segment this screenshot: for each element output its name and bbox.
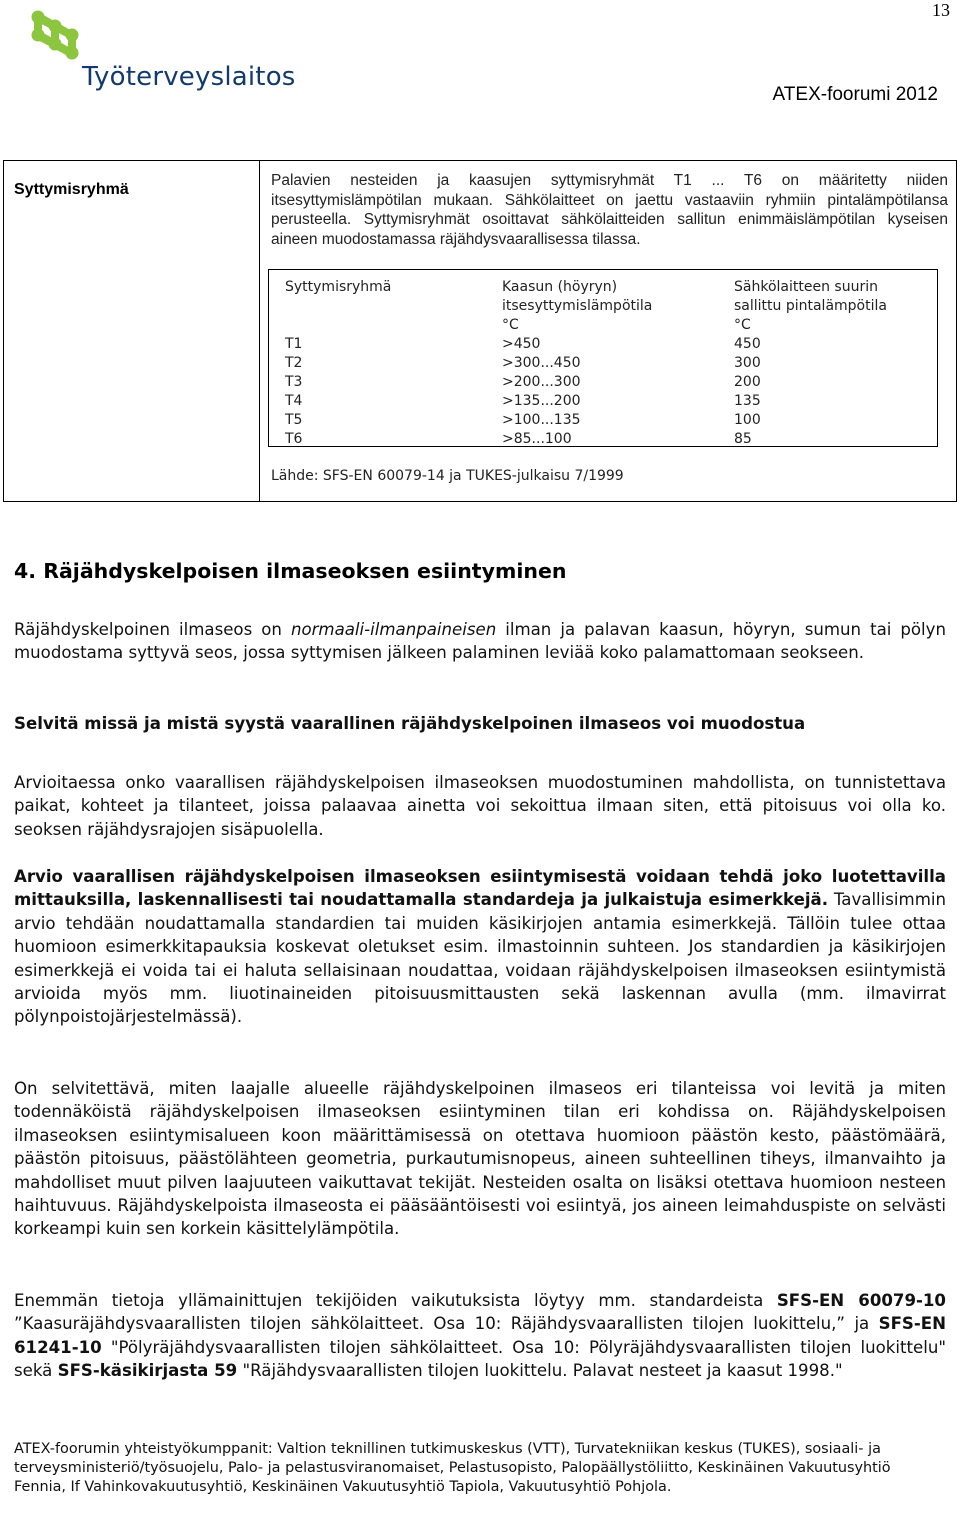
table-cell: >135...200 <box>502 393 581 409</box>
table-cell: 135 <box>734 393 761 409</box>
table-header-line: Kaasun (höyryn) <box>502 279 618 295</box>
table-cell: T2 <box>285 355 303 371</box>
standard-ref: SFS-käsikirjasta 59 <box>57 1361 238 1381</box>
table-header-line: °C <box>502 317 519 333</box>
table-cell: >85...100 <box>502 431 572 447</box>
emphasis-text: normaali-ilmanpaineisen <box>290 620 497 639</box>
logo-mark-icon <box>24 8 94 68</box>
table-cell: >200...300 <box>502 374 581 390</box>
box-divider <box>259 161 260 501</box>
table-cell: 200 <box>734 374 761 390</box>
table-header-line: Sähkölaitteen suurin <box>734 279 878 295</box>
syttymisryhma-box <box>3 160 957 502</box>
table-column-surface <box>734 278 887 449</box>
table-cell: 85 <box>734 431 752 447</box>
table-column-ignition <box>502 278 652 449</box>
table-cell: T4 <box>285 393 303 409</box>
paragraph-assessment: Arvioitaessa onko vaarallisen räjähdyskelpoisen ilmaseoksen muodostuminen mahdollista, on tunnistettava paikat, kohteet ja tilanteet, joissa palaavaa ainetta voi sekoittua ilmaan siten, että pitoisuus voi olla ko. seoksen räjähdysrajojen sisäpuolella. <box>14 773 946 839</box>
table-cell: T5 <box>285 412 303 428</box>
text-run: Enemmän tietoja yllämainittujen tekijöiden vaikutuksista löytyy mm. standardeista <box>14 1291 777 1310</box>
table-column-group <box>285 278 391 449</box>
section-heading: 4. Räjähdyskelpoisen ilmaseoksen esiintyminen <box>14 559 567 583</box>
table-cell: T6 <box>285 431 303 447</box>
tyoterveyslaitos-logo <box>24 8 296 98</box>
box-description: Palavien nesteiden ja kaasujen syttymisryhmät T1 ... T6 on määritetty niiden itsesyttymislämpötilan mukaan. Sähkölaitteet on jaettu vastaaviin ryhmiin pintalämpötilansa perusteella. Syttymisryhmät osoittavat sähkölaitteiden sallitun enimmäislämpötilan kyseisen aineen muodostamassa räjähdysvaarallisessa tilassa. <box>271 172 948 248</box>
text-run: Tavallisimmin arvio tehdään noudattamalla standardien tai muiden käsikirjojen antamia esimerkkejä. Tällöin tulee ottaa huomioon esimerkkitapauksia koskevat oletukset esim. ilmastoinnin suhteen. Jos standardien ja käsikirjojen esimerkkejä ei voida tai ei haluta sellaisinaan noudattaa, voidaan räjähdyskelpoisen ilmaseoksen esiintymistä arvioida myös mm. liuotinaineiden pitoisuusmittausten sekä laskennan avulla (mm. ilmavirrat pölynpoistojärjestelmässä). <box>14 890 946 1027</box>
paragraph-evaluation <box>14 865 946 1029</box>
paragraph-standards <box>14 1289 946 1383</box>
box-label: Syttymisryhmä <box>14 181 129 198</box>
table-cell: T3 <box>285 374 303 390</box>
paragraph-extent: On selvitettävä, miten laajalle alueelle räjähdyskelpoinen ilmaseos eri tilanteissa voi levitä ja miten todennäköistä räjähdyskelpoisen ilmaseoksen esiintyminen tilan eri kohdissa on. Räjähdyskelpoisen ilmaseoksen esiintymisalueen koon määrittämisessä on otettava huomioon päästön kesto, päästömäärä, päästön pitoisuus, päästölähteen geometria, purkautumisnopeus, aineen suhteellinen tiheys, ilmanvaihto ja mahdolliset muut pilven laajuuteen vaikuttavat tekijät. Nesteiden osalta on lisäksi otettava huomioon nesteen haihtuvuus. Räjähdyskelpoista ilmaseosta ei pääsääntöisesti voi esiintyä, jos aineen leimahduspiste on selvästi korkeampi kuin sen korkein käsittelylämpötila. <box>14 1079 946 1239</box>
text-run: "Pölyräjähdysvaarallisten tilojen sähkölaitteet. Osa 10: Pölyräjähdysvaarallisten tilojen luokittelu" sekä <box>14 1337 946 1381</box>
text-run: ilman ja palavan kaasun, höyryn, sumun tai pölyn muodostama syttyvä seos, jossa syttymisen jälkeen palaminen leviää koko palamattomaan seokseen. <box>14 620 947 663</box>
temperature-class-table <box>268 269 938 447</box>
bold-text: Arvio vaarallisen räjähdyskelpoisen ilmaseoksen esiintymisestä voidaan tehdä joko luotettavilla mittauksilla, laskennallisesti tai noudattamalla standardeja ja julkaistuja esimerkkejä. <box>14 867 946 910</box>
table-header-line: Syttymisryhmä <box>285 279 392 295</box>
table-cell: >100...135 <box>502 412 581 428</box>
page-number: 13 <box>932 0 950 20</box>
table-header-line: °C <box>734 317 751 333</box>
standard-ref: SFS-EN 61241-10 <box>14 1314 946 1357</box>
text-run: "Räjähdysvaarallisten tilojen luokittelu. Palavat nesteet ja kaasut 1998." <box>237 1361 843 1381</box>
table-cell: 300 <box>734 355 761 371</box>
paragraph-definition <box>14 618 946 665</box>
table-cell: T1 <box>285 336 303 352</box>
footer-partners: ATEX-foorumin yhteistyökumppanit: Valtion teknillinen tutkimuskeskus (VTT), Turvatekniikan keskus (TUKES), sosiaali- ja terveysministeriö/työsuojelu, Palo- ja pelastusviranomaiset, Pelastusopisto, Palopäällystöliitto, Keskinäinen Vakuutusyhtiö Fennia, If Vahinkovakuutusyhtiö, Keskinäinen Vakuutusyhtiö Tapiola, Vakuutusyhtiö Pohjola. <box>14 1441 891 1495</box>
table-cell: 100 <box>734 412 761 428</box>
table-cell: >300...450 <box>502 355 581 371</box>
standard-ref: SFS-EN 60079-10 <box>776 1291 946 1310</box>
table-header-line <box>285 297 391 316</box>
table-cell: 450 <box>734 336 761 352</box>
subheading: Selvitä missä ja mistä syystä vaarallinen räjähdyskelpoinen ilmaseos voi muodostua <box>14 714 806 733</box>
logo-text: Työterveyslaitos <box>82 62 296 92</box>
table-header-line: itsesyttymislämpötila <box>502 298 653 314</box>
table-source: Lähde: SFS-EN 60079-14 ja TUKES-julkaisu 7/1999 <box>271 468 624 484</box>
text-run: Räjähdyskelpoinen ilmaseos on <box>14 620 291 639</box>
table-cell: >450 <box>502 336 541 352</box>
table-header-line: sallittu pintalämpötila <box>734 298 887 314</box>
text-run: ”Kaasuräjähdysvaarallisten tilojen sähkölaitteet. Osa 10: Räjähdysvaarallisten tilojen luokittelu,” ja <box>14 1314 879 1334</box>
forum-title: ATEX-foorumi 2012 <box>772 84 938 105</box>
table-header-line <box>285 316 391 335</box>
